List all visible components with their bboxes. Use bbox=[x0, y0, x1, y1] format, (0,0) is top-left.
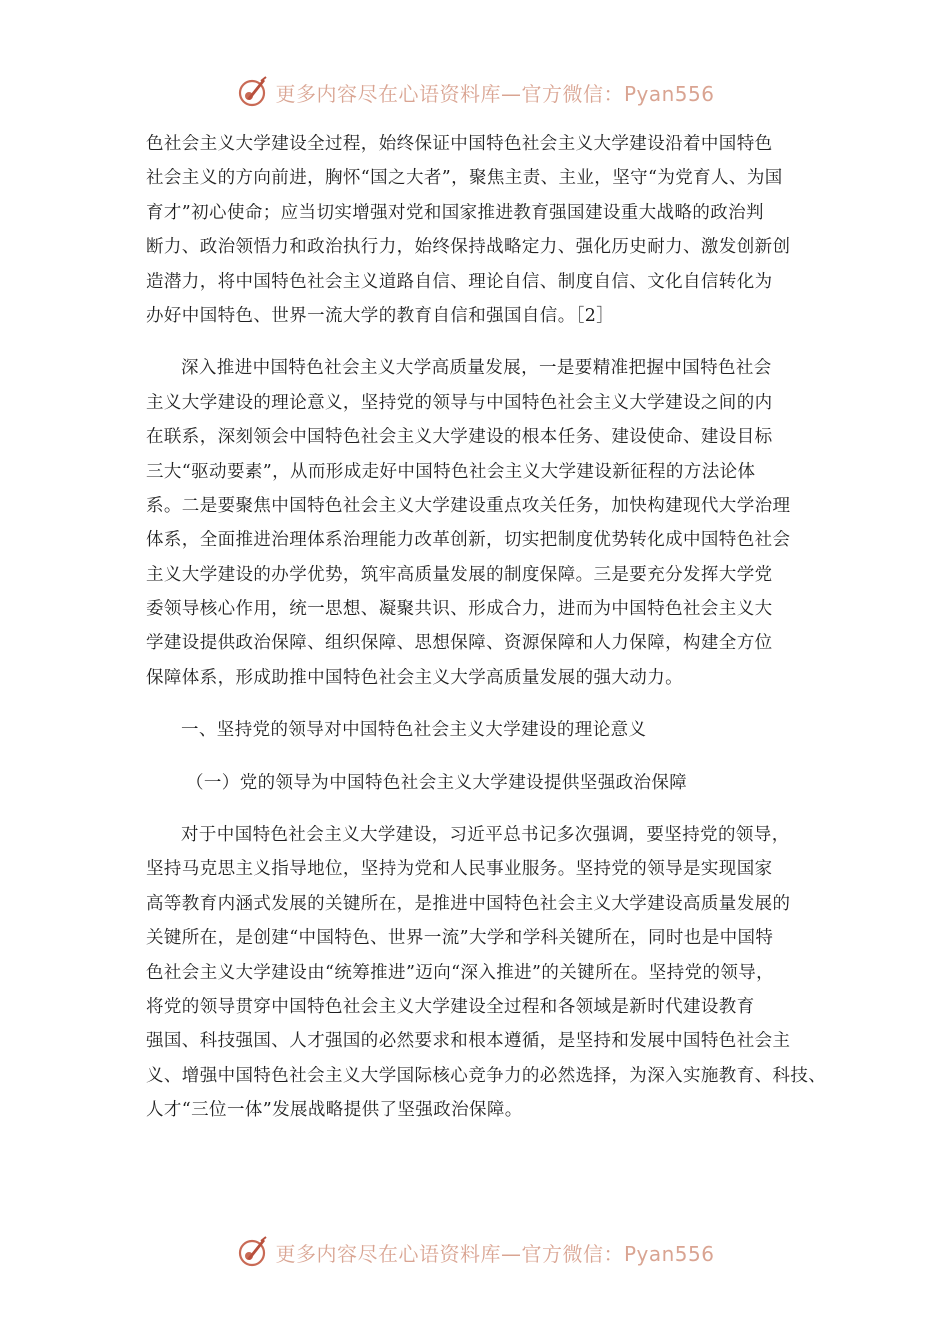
text-line: 体系，全面推进治理体系治理能力改革创新，切实把制度优势转化成中国特色社会 bbox=[146, 530, 791, 551]
text-line: 办好中国特色、世界一流大学的教育自信和强国自信。［2］ bbox=[146, 305, 615, 326]
text-line: 保障体系，形成助推中国特色社会主义大学高质量发展的强大动力。 bbox=[146, 667, 683, 688]
text-line: 色社会主义大学建设由“统筹推进”迈向“深入推进”的关键所在。坚持党的领导， bbox=[146, 962, 775, 983]
heading-text: 一、坚持党的领导对中国特色社会主义大学建设的理论意义 bbox=[181, 720, 647, 741]
text-line: 断力、政治领悟力和政治执行力，始终保持战略定力、强化历史耐力、激发创新创 bbox=[146, 237, 791, 258]
text-line: 社会主义的方向前进，胸怀“国之大者”，聚焦主责、主业，坚守“为党育人、为国 bbox=[146, 168, 783, 189]
text-line: 义、增强中国特色社会主义大学国际核心竞争力的必然选择，为深入实施教育、科技、 bbox=[146, 1065, 827, 1086]
watermark-text: 更多内容尽在心语资料库—官方微信：Pyan556 bbox=[275, 81, 715, 106]
document-body bbox=[146, 127, 826, 1128]
watermark-header bbox=[0, 72, 950, 112]
text-line: 色社会主义大学建设全过程，始终保证中国特色社会主义大学建设沿着中国特色 bbox=[146, 134, 773, 154]
text-line: 关键所在，是创建“中国特色、世界一流”大学和学科关键所在，同时也是中国特 bbox=[146, 928, 774, 949]
text-line: 人才“三位一体”发展战略提供了坚强政治保障。 bbox=[146, 1100, 523, 1121]
section-heading bbox=[146, 713, 826, 747]
text-line: 育才”初心使命；应当切实增强对党和国家推进教育强国建设重大战略的政治判 bbox=[146, 202, 764, 223]
paragraph-1 bbox=[146, 127, 826, 333]
text-line: 深入推进中国特色社会主义大学高质量发展，一是要精准把握中国特色社会 bbox=[181, 358, 772, 379]
text-line: 造潜力，将中国特色社会主义道路自信、理论自信、制度自信、文化自信转化为 bbox=[146, 271, 773, 292]
text-line: 三大“驱动要素”，从而形成走好中国特色社会主义大学建设新征程的方法论体 bbox=[146, 461, 756, 482]
text-line: 主义大学建设的办学优势，筑牢高质量发展的制度保障。三是要充分发挥大学党 bbox=[146, 564, 773, 585]
text-line: 委领导核心作用，统一思想、凝聚共识、形成合力，进而为中国特色社会主义大 bbox=[146, 599, 773, 620]
paragraph-2 bbox=[146, 351, 826, 695]
text-line: 对于中国特色社会主义大学建设，习近平总书记多次强调，要坚持党的领导， bbox=[181, 825, 790, 846]
text-line: 强国、科技强国、人才强国的必然要求和根本遵循，是坚持和发展中国特色社会主 bbox=[146, 1031, 791, 1052]
paragraph-3 bbox=[146, 818, 826, 1128]
subsection-heading bbox=[146, 766, 826, 800]
text-line: 系。二是要聚焦中国特色社会主义大学建设重点攻关任务，加快构建现代大学治理 bbox=[146, 495, 791, 516]
watermark-text: 更多内容尽在心语资料库—官方微信：Pyan556 bbox=[275, 1241, 715, 1266]
quill-logo-icon bbox=[235, 75, 269, 109]
text-line: 主义大学建设的理论意义，坚持党的领导与中国特色社会主义大学建设之间的内 bbox=[146, 392, 773, 413]
quill-logo-icon bbox=[235, 1235, 269, 1269]
text-line: 学建设提供政治保障、组织保障、思想保障、资源保障和人力保障，构建全方位 bbox=[146, 633, 773, 654]
text-line: 在联系，深刻领会中国特色社会主义大学建设的根本任务、建设使命、建设目标 bbox=[146, 427, 773, 448]
text-line: 将党的领导贯穿中国特色社会主义大学建设全过程和各领域是新时代建设教育 bbox=[146, 996, 755, 1017]
text-line: 坚持马克思主义指导地位，坚持为党和人民事业服务。坚持党的领导是实现国家 bbox=[146, 859, 773, 880]
subheading-text: （一）党的领导为中国特色社会主义大学建设提供坚强政治保障 bbox=[186, 772, 688, 793]
text-line: 高等教育内涵式发展的关键所在，是推进中国特色社会主义大学建设高质量发展的 bbox=[146, 893, 791, 914]
watermark-footer bbox=[0, 1232, 950, 1272]
